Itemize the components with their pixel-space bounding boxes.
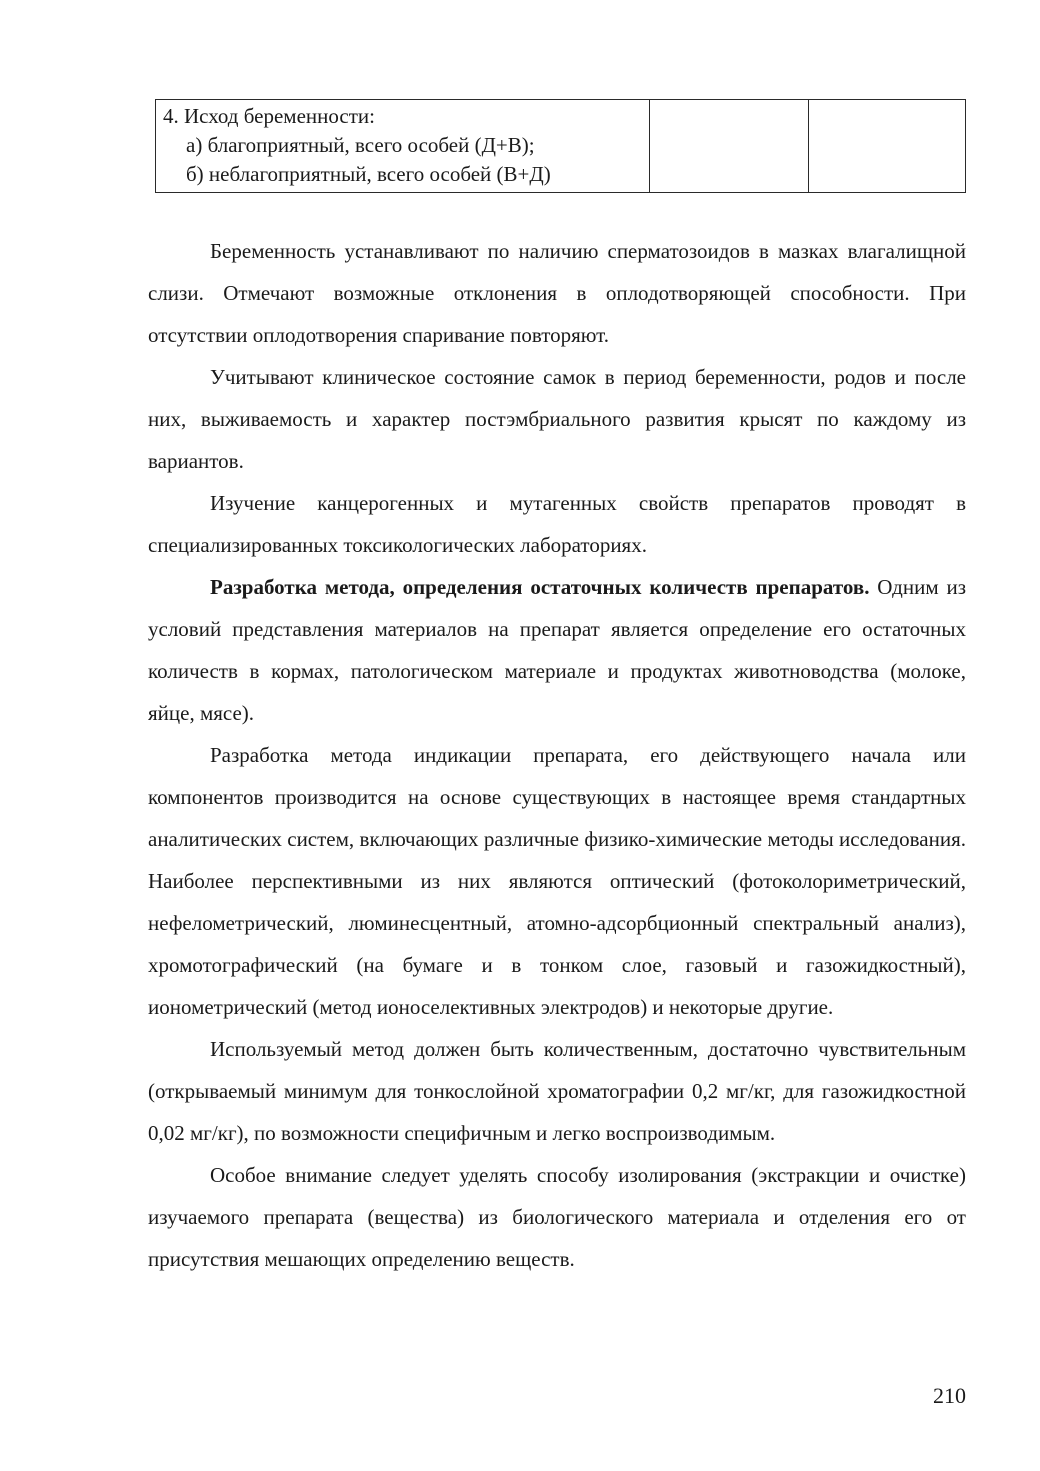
paragraph-method-development — [148, 566, 966, 734]
table-cell-indicator — [156, 100, 650, 193]
table-cell-empty-2 — [809, 100, 966, 193]
paragraph-clinical-state: Учитывают клиническое состояние самок в период беременности, родов и после них, выживаемость и характер постэмбриального развития крысят по каждому из вариантов. — [148, 365, 966, 473]
body-text — [148, 230, 966, 1280]
table-row-item-b: б) неблагоприятный, всего особей (В+Д) — [186, 162, 551, 186]
section-heading-continuation: Одним из условий представления материалов на препарат является определение его остаточных количеств в кормах, патологическом материале и продуктах животноводства (молоке, яйце, мясе). — [148, 575, 966, 725]
table-row — [156, 100, 966, 193]
paragraph-pregnancy: Беременность устанавливают по наличию сперматозоидов в мазках влагалищной слизи. Отмечают возможные отклонения в оплодотворяющей способности. При отсутствии оплодотворения спаривание повторяют. — [148, 239, 966, 347]
paragraph-indication-methods: Разработка метода индикации препарата, его действующего начала или компонентов производится на основе существующих в настоящее время стандартных аналитических систем, включающих различные физико-химические методы исследования. Наиболее перспективными из них являются оптический (фотоколориметрический, нефелометрический, люминесцентный, атомно-адсорбционный спектральный анализ), хромотографический (на бумаге и в тонком слое, газовый и газожидкостный), ионометрический (метод ионоселективных электродов) и некоторые другие. — [148, 743, 966, 1019]
results-table — [155, 99, 966, 193]
section-heading: Разработка метода, определения остаточных количеств препаратов. — [210, 575, 870, 599]
results-table-fragment — [155, 99, 966, 193]
paragraph-method-requirements: Используемый метод должен быть количественным, достаточно чувствительным (открываемый минимум для тонкослойной хроматографии 0,2 мг/кг, для газожидкостной 0,02 мг/кг), по возможности специфичным и легко воспроизводимым. — [148, 1037, 966, 1145]
table-cell-empty-1 — [650, 100, 809, 193]
page-number: 210 — [933, 1383, 966, 1408]
paragraph-isolation: Особое внимание следует уделять способу изолирования (экстракции и очистке) изучаемого препарата (вещества) из биологического материала и отделения его от присутствия мешающих определению веществ. — [148, 1163, 966, 1271]
paragraph-carcinogenic: Изучение канцерогенных и мутагенных свойств препаратов проводят в специализированных токсикологических лабораториях. — [148, 491, 966, 557]
table-row-item-a: а) благоприятный, всего особей (Д+В); — [186, 133, 535, 157]
table-row-title: 4. Исход беременности: — [163, 104, 375, 128]
